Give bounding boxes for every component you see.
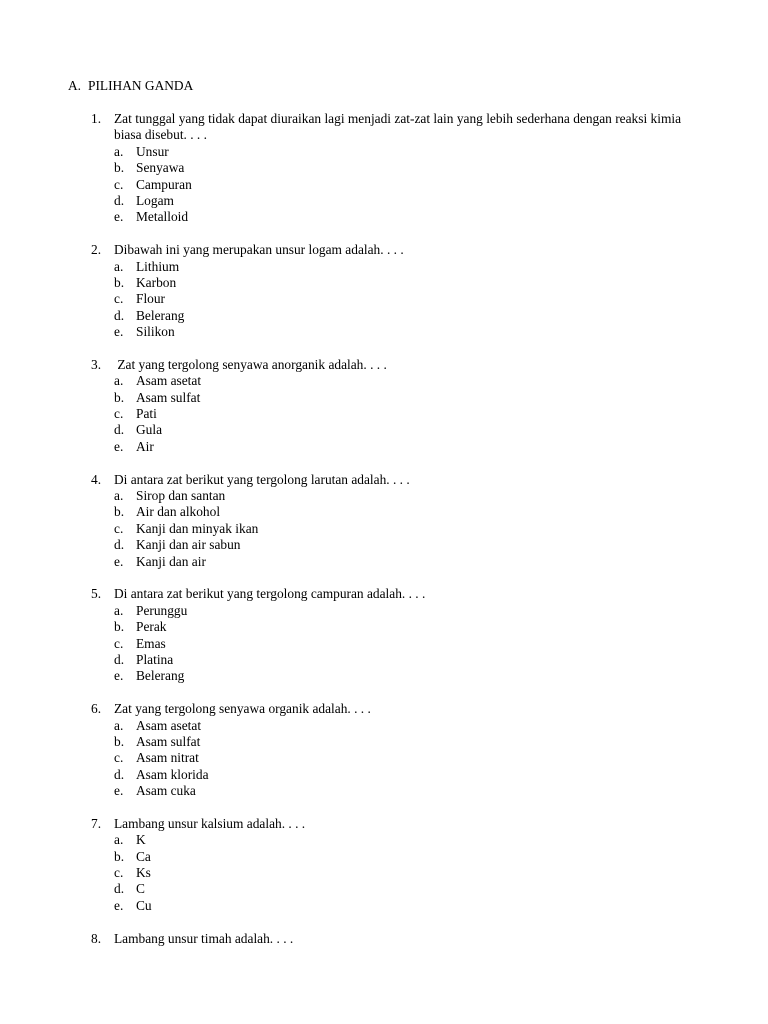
option-text: Ca [136, 848, 151, 864]
option-text: Sirop dan santan [136, 488, 226, 504]
option-letter: d. [114, 651, 125, 667]
question-text: Dibawah ini yang merupakan unsur logam adalah. . . . [114, 242, 404, 258]
option-text: Asam asetat [136, 717, 202, 733]
option-list [0, 259, 768, 341]
option-item [0, 144, 768, 160]
option-letter: a. [114, 143, 124, 159]
option-text: Lithium [136, 258, 180, 274]
option-item [0, 209, 768, 225]
question-text: Lambang unsur kalsium adalah. . . . [114, 815, 306, 831]
option-text: Senyawa [136, 160, 185, 176]
question-number: 5. [91, 586, 102, 602]
option-item [0, 603, 768, 619]
option-text: Gula [136, 422, 163, 438]
question-text: Zat yang tergolong senyawa organik adalah. . . . [114, 701, 371, 717]
option-text: K [136, 832, 146, 848]
option-text: Perak [136, 619, 167, 635]
option-item [0, 275, 768, 291]
option-list [0, 603, 768, 685]
option-item [0, 767, 768, 783]
option-item [0, 504, 768, 520]
option-text: Asam nitrat [136, 750, 199, 766]
option-item [0, 718, 768, 734]
option-text: Asam asetat [136, 373, 202, 389]
option-item [0, 652, 768, 668]
option-letter: e. [114, 668, 124, 684]
section-letter: A. [68, 78, 82, 93]
option-letter: b. [114, 274, 125, 290]
option-text: Kanji dan air sabun [136, 537, 241, 553]
option-item [0, 177, 768, 193]
question-number: 6. [91, 701, 102, 717]
option-item [0, 422, 768, 438]
option-letter: d. [114, 307, 125, 323]
option-text: Logam [136, 192, 174, 208]
option-letter: b. [114, 504, 125, 520]
option-letter: a. [114, 602, 124, 618]
option-letter: e. [114, 209, 124, 225]
question-number: 2. [91, 242, 102, 258]
option-letter: a. [114, 373, 124, 389]
question-item [0, 111, 768, 226]
option-item [0, 750, 768, 766]
option-text: Belerang [136, 307, 185, 323]
option-item [0, 668, 768, 684]
option-text: Belerang [136, 668, 185, 684]
question-item [0, 242, 768, 340]
option-item [0, 554, 768, 570]
option-text: Pati [136, 406, 157, 422]
question-text: Zat yang tergolong senyawa anorganik adalah. . . . [114, 356, 387, 372]
option-text: Asam klorida [136, 766, 209, 782]
option-letter: d. [114, 537, 125, 553]
option-letter: b. [114, 733, 125, 749]
option-item [0, 898, 768, 914]
option-text: Platina [136, 651, 174, 667]
option-item [0, 865, 768, 881]
option-letter: a. [114, 488, 124, 504]
option-item [0, 324, 768, 340]
option-text: Metalloid [136, 209, 189, 225]
question-text: Zat tunggal yang tidak dapat diuraikan lagi menjadi zat-zat lain yang lebih sederhana dengan reaksi kimia biasa disebut. . . . [114, 111, 682, 143]
option-item [0, 488, 768, 504]
option-letter: d. [114, 192, 125, 208]
option-text: Karbon [136, 274, 177, 290]
option-item [0, 849, 768, 865]
option-text: Silikon [136, 324, 175, 340]
option-text: Campuran [136, 176, 192, 192]
section-heading [68, 78, 193, 94]
question-number: 4. [91, 471, 102, 487]
option-list [0, 718, 768, 800]
section-title: PILIHAN GANDA [88, 78, 194, 93]
question-text: Lambang unsur timah adalah. . . . [114, 930, 294, 946]
option-text: Asam sulfat [136, 733, 201, 749]
question-item [0, 931, 768, 947]
option-item [0, 521, 768, 537]
option-text: Ks [136, 865, 151, 881]
option-text: Emas [136, 635, 166, 651]
option-letter: b. [114, 848, 125, 864]
question-number: 3. [91, 356, 102, 372]
option-item [0, 881, 768, 897]
question-list [0, 111, 768, 963]
option-letter: b. [114, 389, 125, 405]
question-number: 1. [91, 111, 102, 126]
option-text: Air [136, 438, 154, 454]
option-list [0, 488, 768, 570]
option-item [0, 193, 768, 209]
option-list [0, 373, 768, 455]
option-item [0, 734, 768, 750]
question-item [0, 701, 768, 799]
option-item [0, 373, 768, 389]
option-item [0, 636, 768, 652]
option-list [0, 832, 768, 914]
option-list [0, 144, 768, 226]
option-letter: e. [114, 324, 124, 340]
question-number: 8. [91, 930, 102, 946]
option-letter: e. [114, 553, 124, 569]
question-item [0, 357, 768, 455]
option-letter: c. [114, 635, 124, 651]
option-text: Unsur [136, 143, 169, 159]
option-letter: c. [114, 176, 124, 192]
option-text: C [136, 881, 145, 897]
question-text: Di antara zat berikut yang tergolong campuran adalah. . . . [114, 586, 426, 602]
option-letter: c. [114, 750, 124, 766]
option-item [0, 537, 768, 553]
option-letter: d. [114, 766, 125, 782]
option-text: Asam sulfat [136, 389, 201, 405]
option-item [0, 160, 768, 176]
option-item [0, 291, 768, 307]
option-letter: e. [114, 897, 124, 913]
option-letter: c. [114, 406, 124, 422]
option-letter: a. [114, 717, 124, 733]
option-letter: d. [114, 422, 125, 438]
option-text: Cu [136, 897, 152, 913]
option-item [0, 619, 768, 635]
option-letter: e. [114, 783, 124, 799]
option-letter: b. [114, 619, 125, 635]
option-text: Perunggu [136, 602, 188, 618]
option-item [0, 259, 768, 275]
question-item [0, 472, 768, 570]
option-item [0, 406, 768, 422]
question-item [0, 816, 768, 914]
option-text: Asam cuka [136, 783, 196, 799]
option-letter: c. [114, 520, 124, 536]
option-letter: b. [114, 160, 125, 176]
option-item [0, 390, 768, 406]
option-item [0, 783, 768, 799]
option-letter: c. [114, 291, 124, 307]
option-letter: c. [114, 865, 124, 881]
option-letter: d. [114, 881, 125, 897]
option-letter: a. [114, 258, 124, 274]
option-text: Kanji dan air [136, 553, 206, 569]
question-number: 7. [91, 815, 102, 831]
option-text: Flour [136, 291, 166, 307]
option-item [0, 439, 768, 455]
option-text: Air dan alkohol [136, 504, 221, 520]
option-item [0, 308, 768, 324]
question-item [0, 586, 768, 684]
option-item [0, 832, 768, 848]
option-letter: e. [114, 438, 124, 454]
option-text: Kanji dan minyak ikan [136, 520, 259, 536]
question-text: Di antara zat berikut yang tergolong larutan adalah. . . . [114, 471, 410, 487]
option-letter: a. [114, 832, 124, 848]
